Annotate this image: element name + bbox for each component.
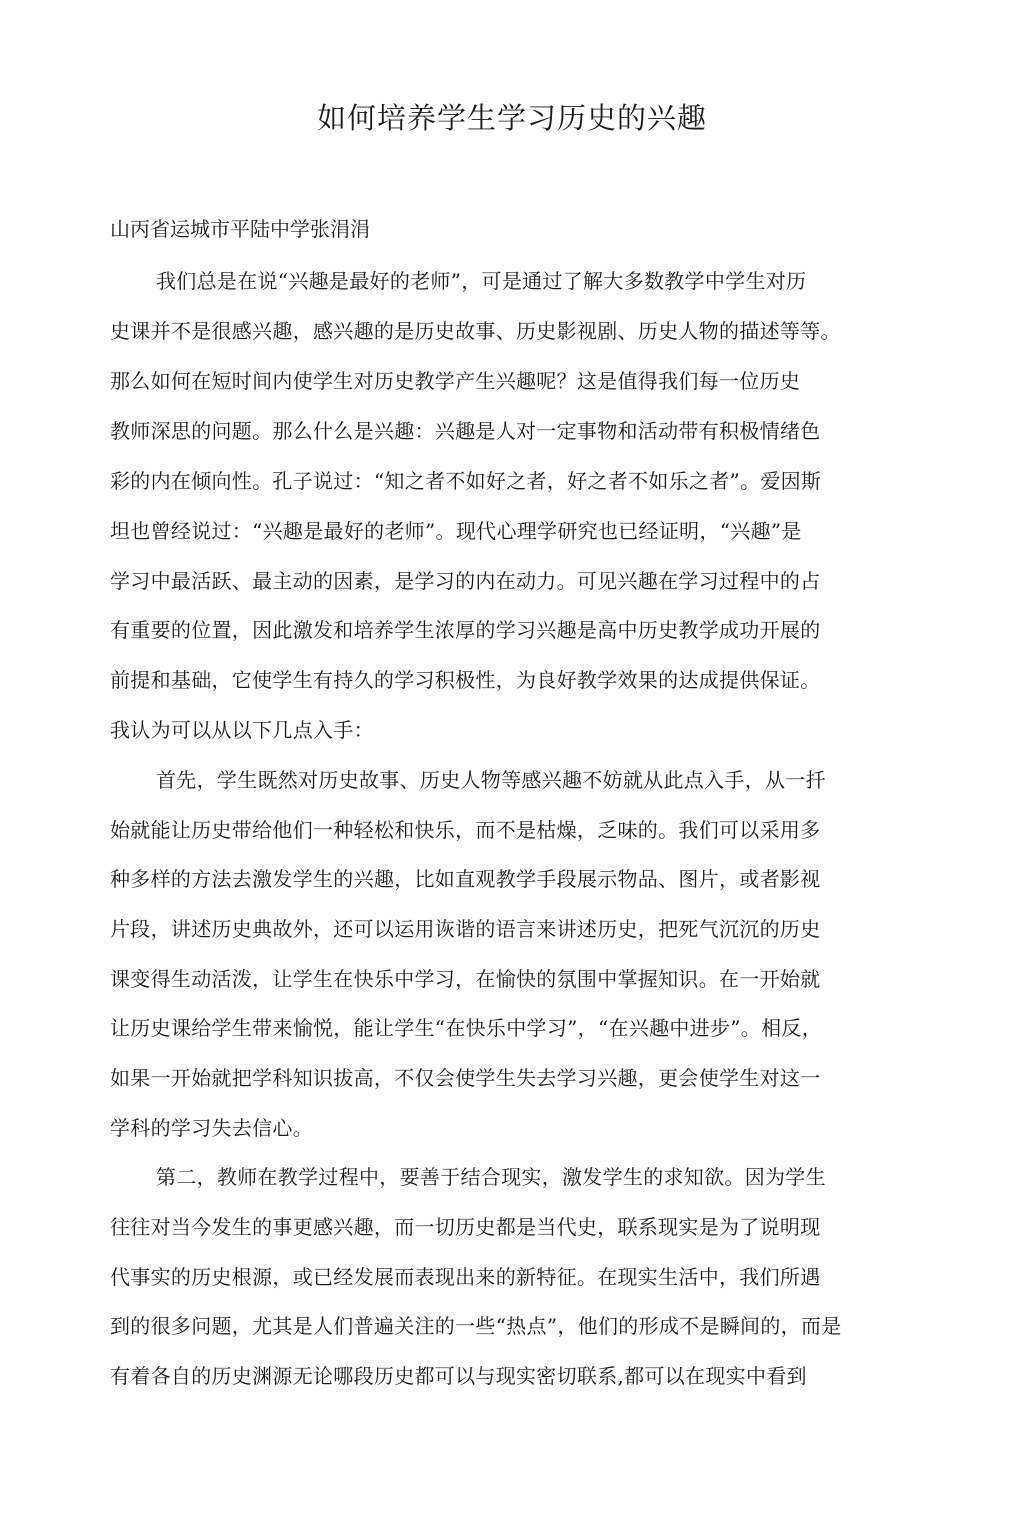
paragraph-1-line-5: 彩的内在倾向性。孔子说过：“知之者不如好之者，好之者不如乐之者”。爱因斯 [110, 469, 822, 493]
paragraph-3-line-3: 代事实的历史根源，或已经发展而表现出来的新特征。在现实生活中，我们所遇 [110, 1265, 821, 1289]
paragraph-1-line-2: 史课并不是很感兴趣，感兴趣的是历史故事、历史影视剧、历史人物的描述等等。 [110, 319, 841, 343]
paragraph-2-line-8: 学科的学习失去信心。 [110, 1116, 313, 1140]
paragraph-3-line-1: 第二，教师在教学过程中，要善于结合现实，激发学生的求知欲。因为学生 [156, 1165, 826, 1189]
paragraph-1-line-6: 坦也曾经说过：“兴趣是最好的老师”。现代心理学研究也已经证明，“兴趣”是 [110, 519, 802, 543]
paragraph-2-line-7: 如果一开始就把学科知识拔高，不仅会使学生失去学习兴趣，更会使学生对这一 [110, 1066, 821, 1090]
paragraph-2-line-1: 首先，学生既然对历史故事、历史人物等感兴趣不妨就从此点入手，从一扦 [156, 768, 826, 792]
paragraph-1-line-10: 我认为可以从以下几点入手： [110, 718, 374, 742]
paragraph-1-line-8: 有重要的位置，因此激发和培养学生浓厚的学习兴趣是高中历史教学成功开展的 [110, 618, 821, 642]
paragraph-2-line-5: 课变得生动活泼，让学生在快乐中学习，在愉快的氛围中掌握知识。在一开始就 [110, 967, 821, 991]
paragraph-1-line-9: 前提和基础，它使学生有持久的学习积极性，为良好教学效果的达成提供保证。 [110, 668, 821, 692]
document-title: 如何培养学生学习历史的兴趣 [316, 101, 707, 135]
paragraph-1-line-7: 学习中最活跃、最主动的因素，是学习的内在动力。可见兴趣在学习过程中的占 [110, 569, 821, 593]
paragraph-1-line-4: 教师深思的问题。那么什么是兴趣：兴趣是人对一定事物和活动带有积极情绪色 [110, 419, 821, 443]
paragraph-3-line-4: 到的很多问题，尤其是人们普遍关注的一些“热点”，他们的形成不是瞬间的，而是 [110, 1314, 842, 1338]
paragraph-2-line-4: 片段，讲述历史典故外，还可以运用诙谐的语言来讲述历史，把死气沉沉的历史 [110, 917, 821, 941]
author-line: 山丙省运城市平陆中学张涓涓 [110, 217, 370, 241]
paragraph-2-line-6: 让历史课给学生带来愉悦，能让学生“在快乐中学习”，“在兴趣中进步”。相反， [110, 1016, 822, 1040]
paragraph-1-line-1: 我们总是在说“兴趣是最好的老师”，可是通过了解大多数教学中学生对历 [156, 269, 807, 293]
paragraph-3-line-2: 往往对当今发生的事更感兴趣，而一切历史都是当代史，联系现实是为了说明现 [110, 1215, 821, 1239]
paragraph-2-line-2: 始就能让历史带给他们一种轻松和快乐，而不是枯燥，乏味的。我们可以采用多 [110, 818, 821, 842]
paragraph-3-line-5: 有着各自的历史渊源无论哪段历史都可以与现实密切联系,都可以在现实中看到 [110, 1364, 807, 1388]
paragraph-2-line-3: 种多样的方法去激发学生的兴趣，比如直观教学手段展示物品、图片，或者影视 [110, 867, 821, 891]
paragraph-1-line-3: 那么如何在短时间内使学生对历史教学产生兴趣呢？这是值得我们每一位历史 [110, 369, 801, 393]
